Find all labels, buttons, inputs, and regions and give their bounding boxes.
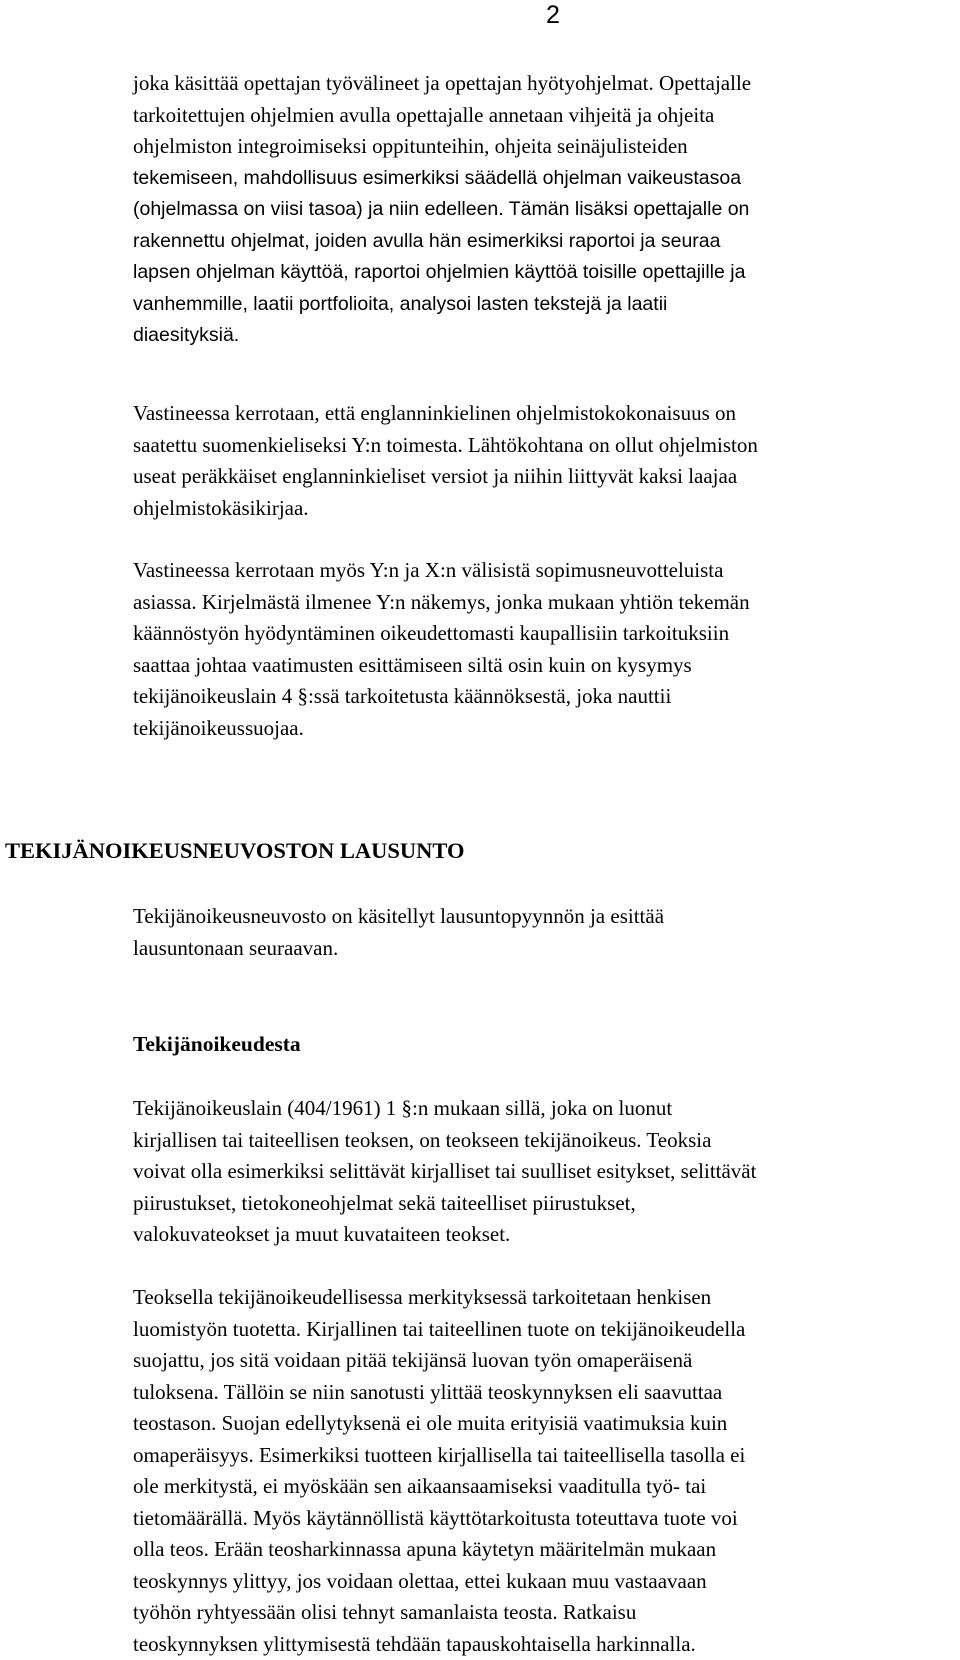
text-line: työhön ryhtyessään olisi tehnyt samanlaista teosta. Ratkaisu bbox=[133, 1600, 637, 1624]
text-line: Tekijänoikeuslain (404/1961) 1 §:n mukaan sillä, joka on luonut bbox=[133, 1096, 673, 1120]
text-line: saattaa johtaa vaatimusten esittämiseen siltä osin kuin on kysymys bbox=[133, 652, 692, 677]
text-line: tarkoitettujen ohjelmien avulla opettajalle annetaan vihjeitä ja ohjeita bbox=[133, 102, 715, 127]
text-line: (ohjelmassa on viisi tasoa) ja niin edelleen. Tämän lisäksi opettajalle on bbox=[133, 198, 750, 220]
text-line: ole merkitystä, ei myöskään sen aikaansaamiseksi vaaditulla työ- tai bbox=[133, 1474, 707, 1498]
text-line: tekemiseen, mahdollisuus esimerkiksi säädellä ohjelman vaikeustasoa bbox=[133, 166, 742, 189]
text-line: saatettu suomenkieliseksi Y:n toimesta. Lähtökohtana on ollut ohjelmiston bbox=[133, 432, 758, 457]
text-line: vanhemmille, laatii portfolioita, analysoi lasten tekstejä ja laatii bbox=[133, 292, 668, 315]
text-line: tuloksena. Tällöin se niin sanotusti ylittää teoskynnyksen eli saavuttaa bbox=[133, 1379, 723, 1404]
paragraph-2 bbox=[133, 398, 953, 524]
text-line: teoskynnys ylittyy, jos voidaan olettaa, ettei kukaan muu vastaavaan bbox=[133, 1568, 707, 1593]
text-line: suojattu, jos sitä voidaan pitää tekijänsä luovan työn omaperäisenä bbox=[133, 1348, 693, 1372]
paragraph-5 bbox=[133, 1093, 953, 1251]
page-number: 2 bbox=[546, 1, 560, 29]
text-line: kirjallisen tai taiteellisen teoksen, on teokseen tekijänoikeus. Teoksia bbox=[133, 1127, 712, 1152]
text-line: lausuntonaan seuraavan. bbox=[133, 935, 339, 960]
text-line: teoskynnyksen ylittymisestä tehdään tapauskohtaisella harkinnalla. bbox=[133, 1631, 696, 1656]
text-line: ohjelmiston integroimiseksi oppitunteihin, ohjeita seinäjulisteiden bbox=[133, 134, 688, 158]
text-line: omaperäisyys. Esimerkiksi tuotteen kirjallisella tai taiteellisella tasolla ei bbox=[133, 1442, 746, 1467]
text-line: useat peräkkäiset englanninkieliset versiot ja niihin liittyvät kaksi laajaa bbox=[133, 464, 738, 488]
text-line: rakennettu ohjelmat, joiden avulla hän esimerkiksi raportoi ja seuraa bbox=[133, 229, 721, 252]
text-line: Vastineessa kerrotaan myös Y:n ja X:n välisistä sopimusneuvotteluista bbox=[133, 558, 724, 582]
subsection-heading: Tekijänoikeudesta bbox=[133, 1032, 301, 1056]
text-line: teostason. Suojan edellytyksenä ei ole muita erityisiä vaatimuksia kuin bbox=[133, 1411, 728, 1435]
text-line: ohjelmistokäsikirjaa. bbox=[133, 495, 309, 520]
text-line: joka käsittää opettajan työvälineet ja opettajan hyötyohjelmat. Opettajalle bbox=[133, 71, 752, 95]
paragraph-6 bbox=[133, 1282, 953, 1660]
text-line: tekijänoikeussuojaa. bbox=[133, 715, 304, 740]
text-line: käännöstyön hyödyntäminen oikeudettomasti kaupallisiin tarkoituksiin bbox=[133, 621, 730, 645]
text-line: Teoksella tekijänoikeudellisessa merkityksessä tarkoitetaan henkisen bbox=[133, 1285, 712, 1309]
text-line: piirustukset, tietokoneohjelmat sekä taiteelliset piirustukset, bbox=[133, 1190, 636, 1215]
text-line: Tekijänoikeusneuvosto on käsitellyt lausuntopyynnön ja esittää bbox=[133, 904, 665, 928]
section-heading: TEKIJÄNOIKEUSNEUVOSTON LAUSUNTO bbox=[5, 838, 465, 863]
text-line: diaesityksiä. bbox=[133, 324, 240, 346]
paragraph-3 bbox=[133, 555, 953, 744]
text-line: voivat olla esimerkiksi selittävät kirjalliset tai suulliset esitykset, selittävät bbox=[133, 1159, 757, 1183]
text-line: tietomäärällä. Myös käytännöllistä käyttötarkoitusta toteuttava tuote voi bbox=[133, 1505, 738, 1530]
paragraph-4 bbox=[133, 901, 953, 964]
text-line: tekijänoikeuslain 4 §:ssä tarkoitetusta käännöksestä, joka nauttii bbox=[133, 684, 672, 708]
text-line: valokuvateokset ja muut kuvataiteen teokset. bbox=[133, 1222, 511, 1246]
text-line: asiassa. Kirjelmästä ilmenee Y:n näkemys, jonka mukaan yhtiön tekemän bbox=[133, 589, 750, 614]
text-line: luomistyön tuotetta. Kirjallinen tai taiteellinen tuote on tekijänoikeudella bbox=[133, 1316, 746, 1341]
text-line: Vastineessa kerrotaan, että englanninkielinen ohjelmistokokonaisuus on bbox=[133, 401, 737, 425]
text-line: olla teos. Erään teosharkinnassa apuna käytetyn määritelmän mukaan bbox=[133, 1537, 717, 1561]
text-line: lapsen ohjelman käyttöä, raportoi ohjelmien käyttöä toisille opettajille ja bbox=[133, 261, 746, 283]
paragraph-1 bbox=[133, 68, 953, 352]
